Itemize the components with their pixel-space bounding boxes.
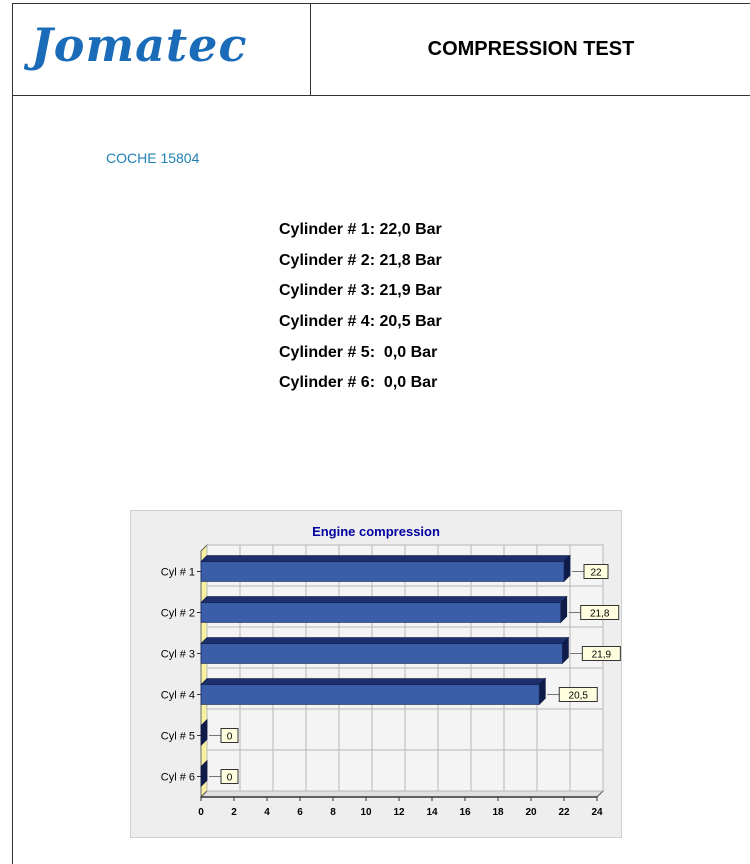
- chart-data-label: 21,8: [589, 608, 610, 620]
- reading-cylinder-1: Cylinder # 1: 22,0 Bar: [279, 221, 442, 238]
- reading-cylinder-2: Cylinder # 2: 21,8 Bar: [279, 251, 442, 269]
- chart-category-label: Cyl # 3: [160, 648, 195, 661]
- chart-bar: [201, 562, 564, 582]
- chart-x-tick-label: 16: [459, 807, 471, 818]
- chart-bar-top: [201, 679, 545, 685]
- chart-data-label: 22: [590, 567, 602, 579]
- compression-chart: [130, 510, 622, 838]
- reading-cylinder-6: Cylinder # 6: 0,0 Bar: [279, 374, 438, 392]
- chart-data-label: 0: [226, 731, 233, 743]
- chart-svg: [131, 511, 621, 837]
- document-header: [13, 4, 750, 96]
- chart-x-tick-label: 24: [591, 807, 603, 818]
- chart-x-tick-label: 8: [330, 807, 336, 818]
- chart-x-tick-label: 22: [558, 807, 570, 818]
- page-title: COMPRESSION TEST: [427, 38, 635, 60]
- vehicle-label: COCHE 15804: [106, 150, 200, 166]
- chart-bar: [201, 603, 561, 623]
- chart-bar: [201, 685, 539, 705]
- readings-list: [279, 217, 442, 401]
- chart-x-tick-label: 0: [198, 807, 204, 818]
- chart-x-tick-label: 20: [525, 807, 537, 818]
- chart-bar-top: [201, 556, 570, 562]
- reading-cylinder-5: Cylinder # 5: 0,0 Bar: [279, 343, 438, 361]
- chart-category-label: Cyl # 6: [160, 771, 195, 784]
- chart-data-label: 0: [226, 772, 233, 784]
- chart-x-tick-label: 6: [297, 807, 303, 818]
- chart-category-label: Cyl # 2: [160, 607, 195, 620]
- chart-side-wall: [201, 545, 207, 797]
- chart-x-tick-label: 10: [360, 807, 372, 818]
- chart-category-label: Cyl # 4: [160, 689, 195, 702]
- logo-cell: [13, 4, 311, 95]
- chart-floor: [201, 791, 603, 797]
- chart-x-tick-label: 18: [492, 807, 504, 818]
- chart-x-tick-label: 14: [426, 807, 438, 818]
- chart-x-tick-label: 2: [231, 807, 237, 818]
- reading-cylinder-3: Cylinder # 3: 21,9 Bar: [279, 282, 442, 300]
- chart-data-label: 20,5: [568, 690, 588, 702]
- chart-data-label: 21,9: [591, 649, 612, 661]
- company-logo: Jomatec: [31, 18, 248, 72]
- reading-cylinder-4: Cylinder # 4: 20,5 Bar: [279, 313, 442, 331]
- chart-bar-top: [201, 597, 567, 603]
- chart-x-tick-label: 12: [393, 807, 405, 818]
- chart-x-tick-label: 4: [264, 807, 270, 818]
- chart-bar-top: [201, 638, 568, 644]
- chart-bar: [201, 644, 562, 664]
- chart-category-label: Cyl # 5: [160, 730, 195, 743]
- chart-category-label: Cyl # 1: [160, 566, 195, 579]
- chart-title: Engine compression: [312, 524, 440, 539]
